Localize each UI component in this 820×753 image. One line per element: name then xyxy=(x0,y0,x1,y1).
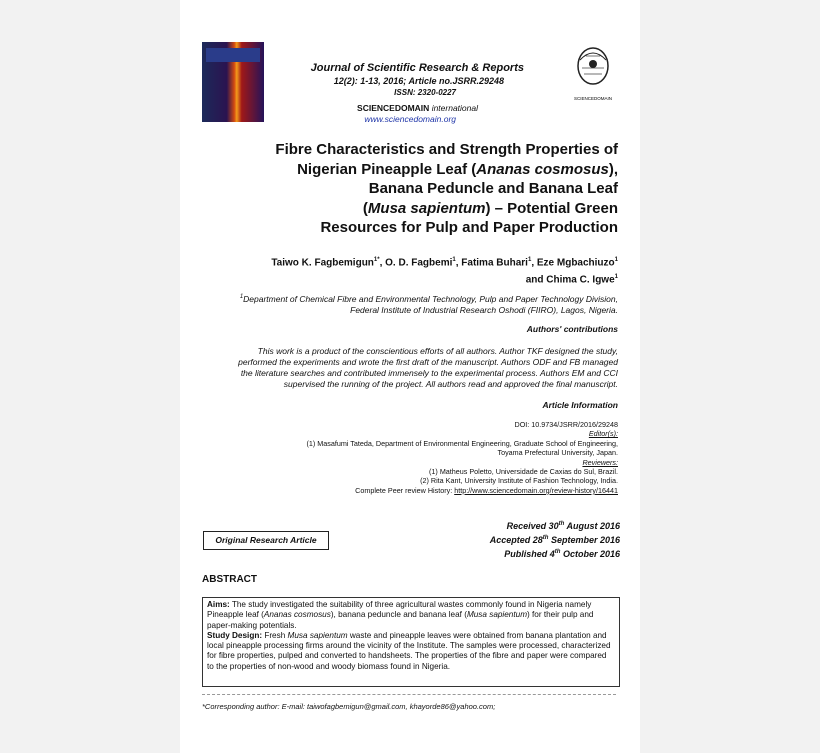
journal-cover-image xyxy=(202,42,264,122)
sciencedomain-logo xyxy=(568,42,618,104)
journal-volume: 12(2): 1-13, 2016; Article no.JSRR.29248 xyxy=(333,76,504,86)
paper-title: Fibre Characteristics and Strength Properties of Nigerian Pineapple Leaf (Ananas cosmosus), Banana Peduncle and Banana Leaf (Musa sapientum) – Potential Green Resources for Pulp and Paper Production xyxy=(275,141,618,236)
article-info: DOI: 10.9734/JSRR/2016/29248 Editor(s): (1) Masafumi Tateda, Department of Environmental Engineering, Graduate School of Engineering, Toyama Prefectural University, Japan. Reviewers: (1) Matheus Poletto, Universidade de Caxias do Sul, Brazil. (2) Rita Kant, University Institute of Fashion Technology, India. Complete Peer review History: http://www.sciencedomain.org/review-history/16441 xyxy=(250,420,618,495)
abstract-study-design: Study Design: Fresh Musa sapientum waste and pineapple leaves were obtained from banana plantation and local pineapple processing firms around the vicinity of the Institute. The samples were processed, characterized for fibre properties, pulped and converted to handsheets. The properties of the fibre and paper were compared to the properties of non-wood and woody biomass found in Nigeria. xyxy=(207,630,611,671)
abstract-box xyxy=(202,597,620,687)
logo-label: SCIENCEDOMAIN xyxy=(573,96,613,101)
article-type-badge: Original Research Article xyxy=(203,531,329,550)
abstract-heading: ABSTRACT xyxy=(202,574,257,585)
journal-url-link[interactable]: www.sciencedomain.org xyxy=(364,114,456,124)
journal-issn: ISSN: 2320-0227 xyxy=(394,88,456,97)
reviewers-label: Reviewers: xyxy=(582,457,618,467)
contributions-heading: Authors' contributions xyxy=(526,324,618,334)
affiliation: $^1$Department of Chemical Fibre and Environmental Technology, Pulp and Paper Technology Division, Federal Institute of Industrial Research Oshodi (FIIRO), Lagos, Nigeria. xyxy=(239,293,618,316)
author-list: Taiwo K. Fagbemigun$^{1*}$, O. D. Fagbemi$^1$, Fatima Buhari$^1$, Eze Mgbachiuzo$^1$ and Chima C. Igwe$^1$ xyxy=(271,257,618,286)
article-info-heading: Article Information xyxy=(542,400,618,410)
publisher: SCIENCEDOMAIN international xyxy=(357,103,478,113)
review-history-link[interactable]: http://www.sciencedomain.org/review-history/16441 xyxy=(454,485,618,495)
abstract-aims: Aims: The study investigated the suitability of three agricultural wastes commonly found in Nigeria namely Pineapple leaf (Ananas cosmosus), banana peduncle and banana leaf (Musa sapientum) for their pulp and paper-making potentials. xyxy=(207,600,594,630)
editors-label: Editor(s): xyxy=(588,429,618,439)
doi: DOI: 10.9734/JSRR/2016/29248 xyxy=(514,420,618,429)
journal-name: Journal of Scientific Research & Reports xyxy=(310,62,524,74)
article-dates: Received 30th August 2016 Accepted 28th September 2016 Published 4th October 2016 xyxy=(489,521,620,559)
corresponding-author-footnote: *Corresponding author: E-mail: taiwofagbemigun@gmail.com, khayorde86@yahoo.com; xyxy=(202,702,496,711)
footnote-divider xyxy=(202,694,616,695)
contributions-text: This work is a product of the conscientious efforts of all authors. Author TKF designed the study, performed the experiments and wrote the first draft of the manuscript. Authors ODF and FB managed the literature searches and contributed immensely to the experimental process. Authors EM and CCI supervised the running of the project. All authors read and approved the final manuscript. xyxy=(238,346,618,389)
